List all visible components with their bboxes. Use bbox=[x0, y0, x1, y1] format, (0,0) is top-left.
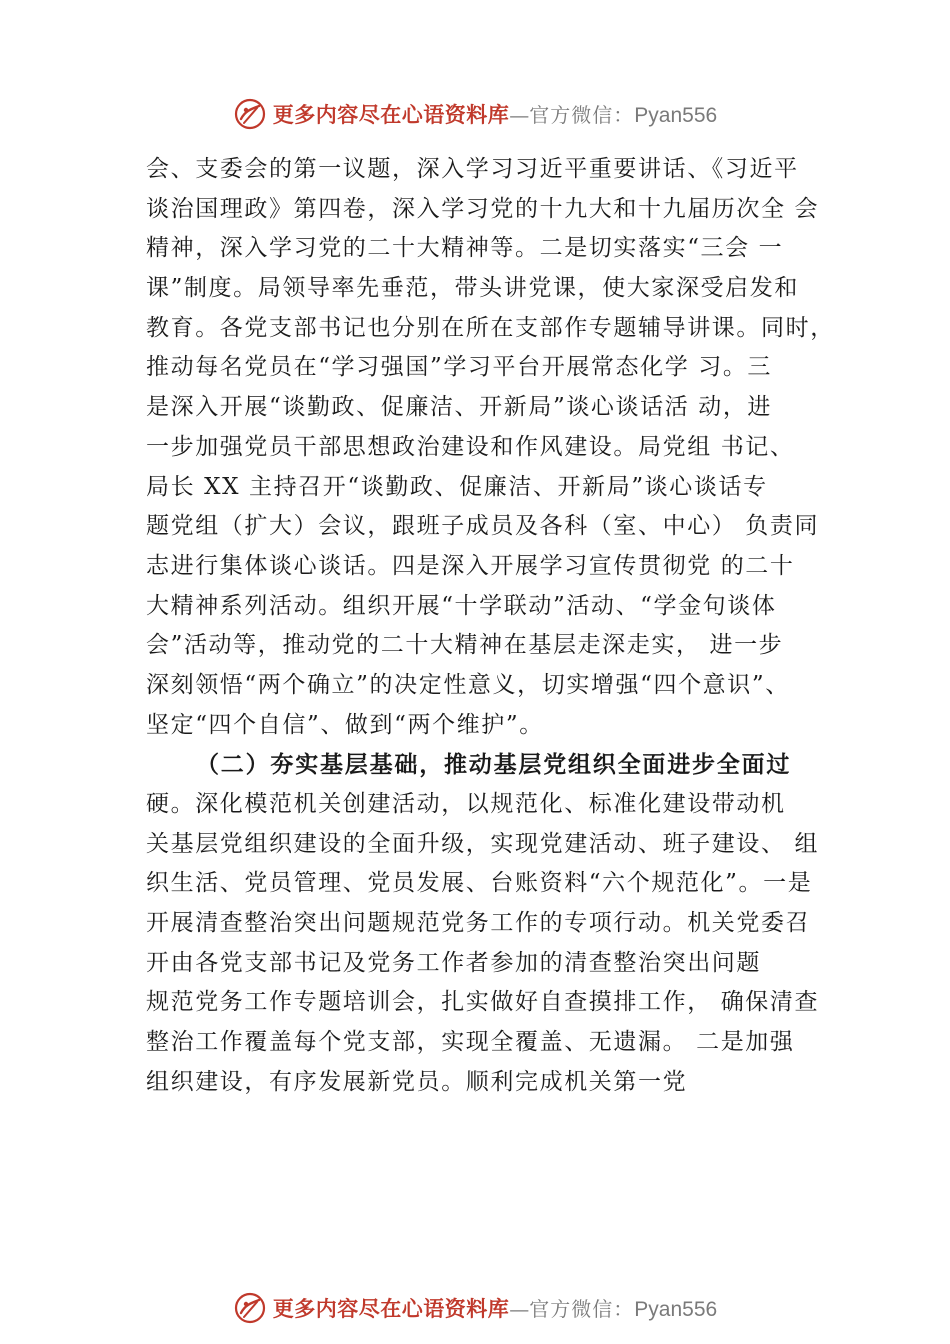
footer-banner-sub: 官方微信： bbox=[529, 1297, 635, 1321]
body-line: 开由各党支部书记及党务工作者参加的清查整治突出问题 bbox=[146, 949, 761, 976]
body-line: 大精神系列活动。组织开展“十学联动”活动、“学金句谈体 bbox=[146, 592, 777, 619]
body-line: 一步加强党员干部思想政治建设和作风建设。局党组 书记、 bbox=[146, 433, 795, 460]
body-line: 织生活、党员管理、党员发展、台账资料“六个规范化”。一是 bbox=[146, 870, 813, 897]
footer-banner-separator: — bbox=[509, 1297, 530, 1321]
section-heading: （二）夯实基层基础，推动基层党组织全面进步全面过 bbox=[196, 751, 792, 779]
body-line: 推动每名党员在“学习强国”学习平台开展常态化学 习。三 bbox=[146, 354, 773, 381]
body-line: 深刻领悟“两个确立”的决定性意义，切实增强“四个意识”、 bbox=[146, 671, 790, 698]
footer-wechat-id: Pyan556 bbox=[634, 1298, 718, 1321]
footer-banner-text bbox=[273, 1293, 717, 1323]
body-line: 硬。深化模范机关创建活动，以规范化、标准化建设带动机 bbox=[146, 791, 786, 817]
body-line: 课”制度。局领导率先垂范，带头讲党课，使大家深受启发和 bbox=[146, 275, 799, 302]
body-line: 组织建设，有序发展新党员。顺利完成机关第一党 bbox=[146, 1068, 688, 1095]
footer-banner-main: 更多内容尽在心语资料库 bbox=[272, 1296, 510, 1321]
body-line: 开展清查整治突出问题规范党务工作的专项行动。机关党委召 bbox=[146, 910, 811, 937]
body-line: 会、支委会的第一议题，深入学习习近平重要讲话、《习近平 bbox=[146, 156, 799, 182]
header-banner-separator: — bbox=[509, 103, 530, 127]
header-wechat-id: Pyan556 bbox=[634, 104, 718, 127]
body-line: 谈治国理政》第四卷，深入学习党的十九大和十九届历次全 会 bbox=[146, 195, 820, 222]
logo-icon bbox=[233, 97, 267, 131]
header-banner bbox=[0, 92, 950, 136]
body-line: 题党组（扩大）会议，跟班子成员及各科（室、中心） 负责同 bbox=[146, 513, 820, 540]
logo-icon bbox=[233, 1291, 267, 1325]
document-body bbox=[146, 150, 846, 1103]
body-line: 会”活动等，推动党的二十大精神在基层走深走实， 进一步 bbox=[146, 632, 784, 659]
header-banner-text bbox=[273, 99, 717, 129]
body-line: 志进行集体谈心谈话。四是深入开展学习宣传贯彻党 的二十 bbox=[146, 552, 795, 579]
header-banner-sub: 官方微信： bbox=[529, 103, 635, 127]
footer-banner bbox=[0, 1286, 950, 1330]
body-line: 规范党务工作专题培训会，扎实做好自查摸排工作， 确保清查 bbox=[146, 989, 820, 1016]
body-line: 整治工作覆盖每个党支部，实现全覆盖、无遗漏。 二是加强 bbox=[146, 1029, 795, 1056]
header-banner-main: 更多内容尽在心语资料库 bbox=[272, 102, 510, 127]
body-line: 教育。各党支部书记也分别在所在支部作专题辅导讲课。同时， bbox=[146, 314, 835, 341]
body-line: 局长 XX 主持召开“谈勤政、促廉洁、开新局”谈心谈话专 bbox=[146, 473, 768, 500]
body-line: 精神，深入学习党的二十大精神等。二是切实落实“三会 一 bbox=[146, 235, 784, 262]
body-line: 关基层党组织建设的全面升级，实现党建活动、班子建设、 组 bbox=[146, 830, 820, 857]
body-line: 是深入开展“谈勤政、促廉洁、开新局”谈心谈话活 动，进 bbox=[146, 394, 773, 421]
body-line: 坚定“四个自信”、做到“两个维护”。 bbox=[146, 711, 544, 738]
